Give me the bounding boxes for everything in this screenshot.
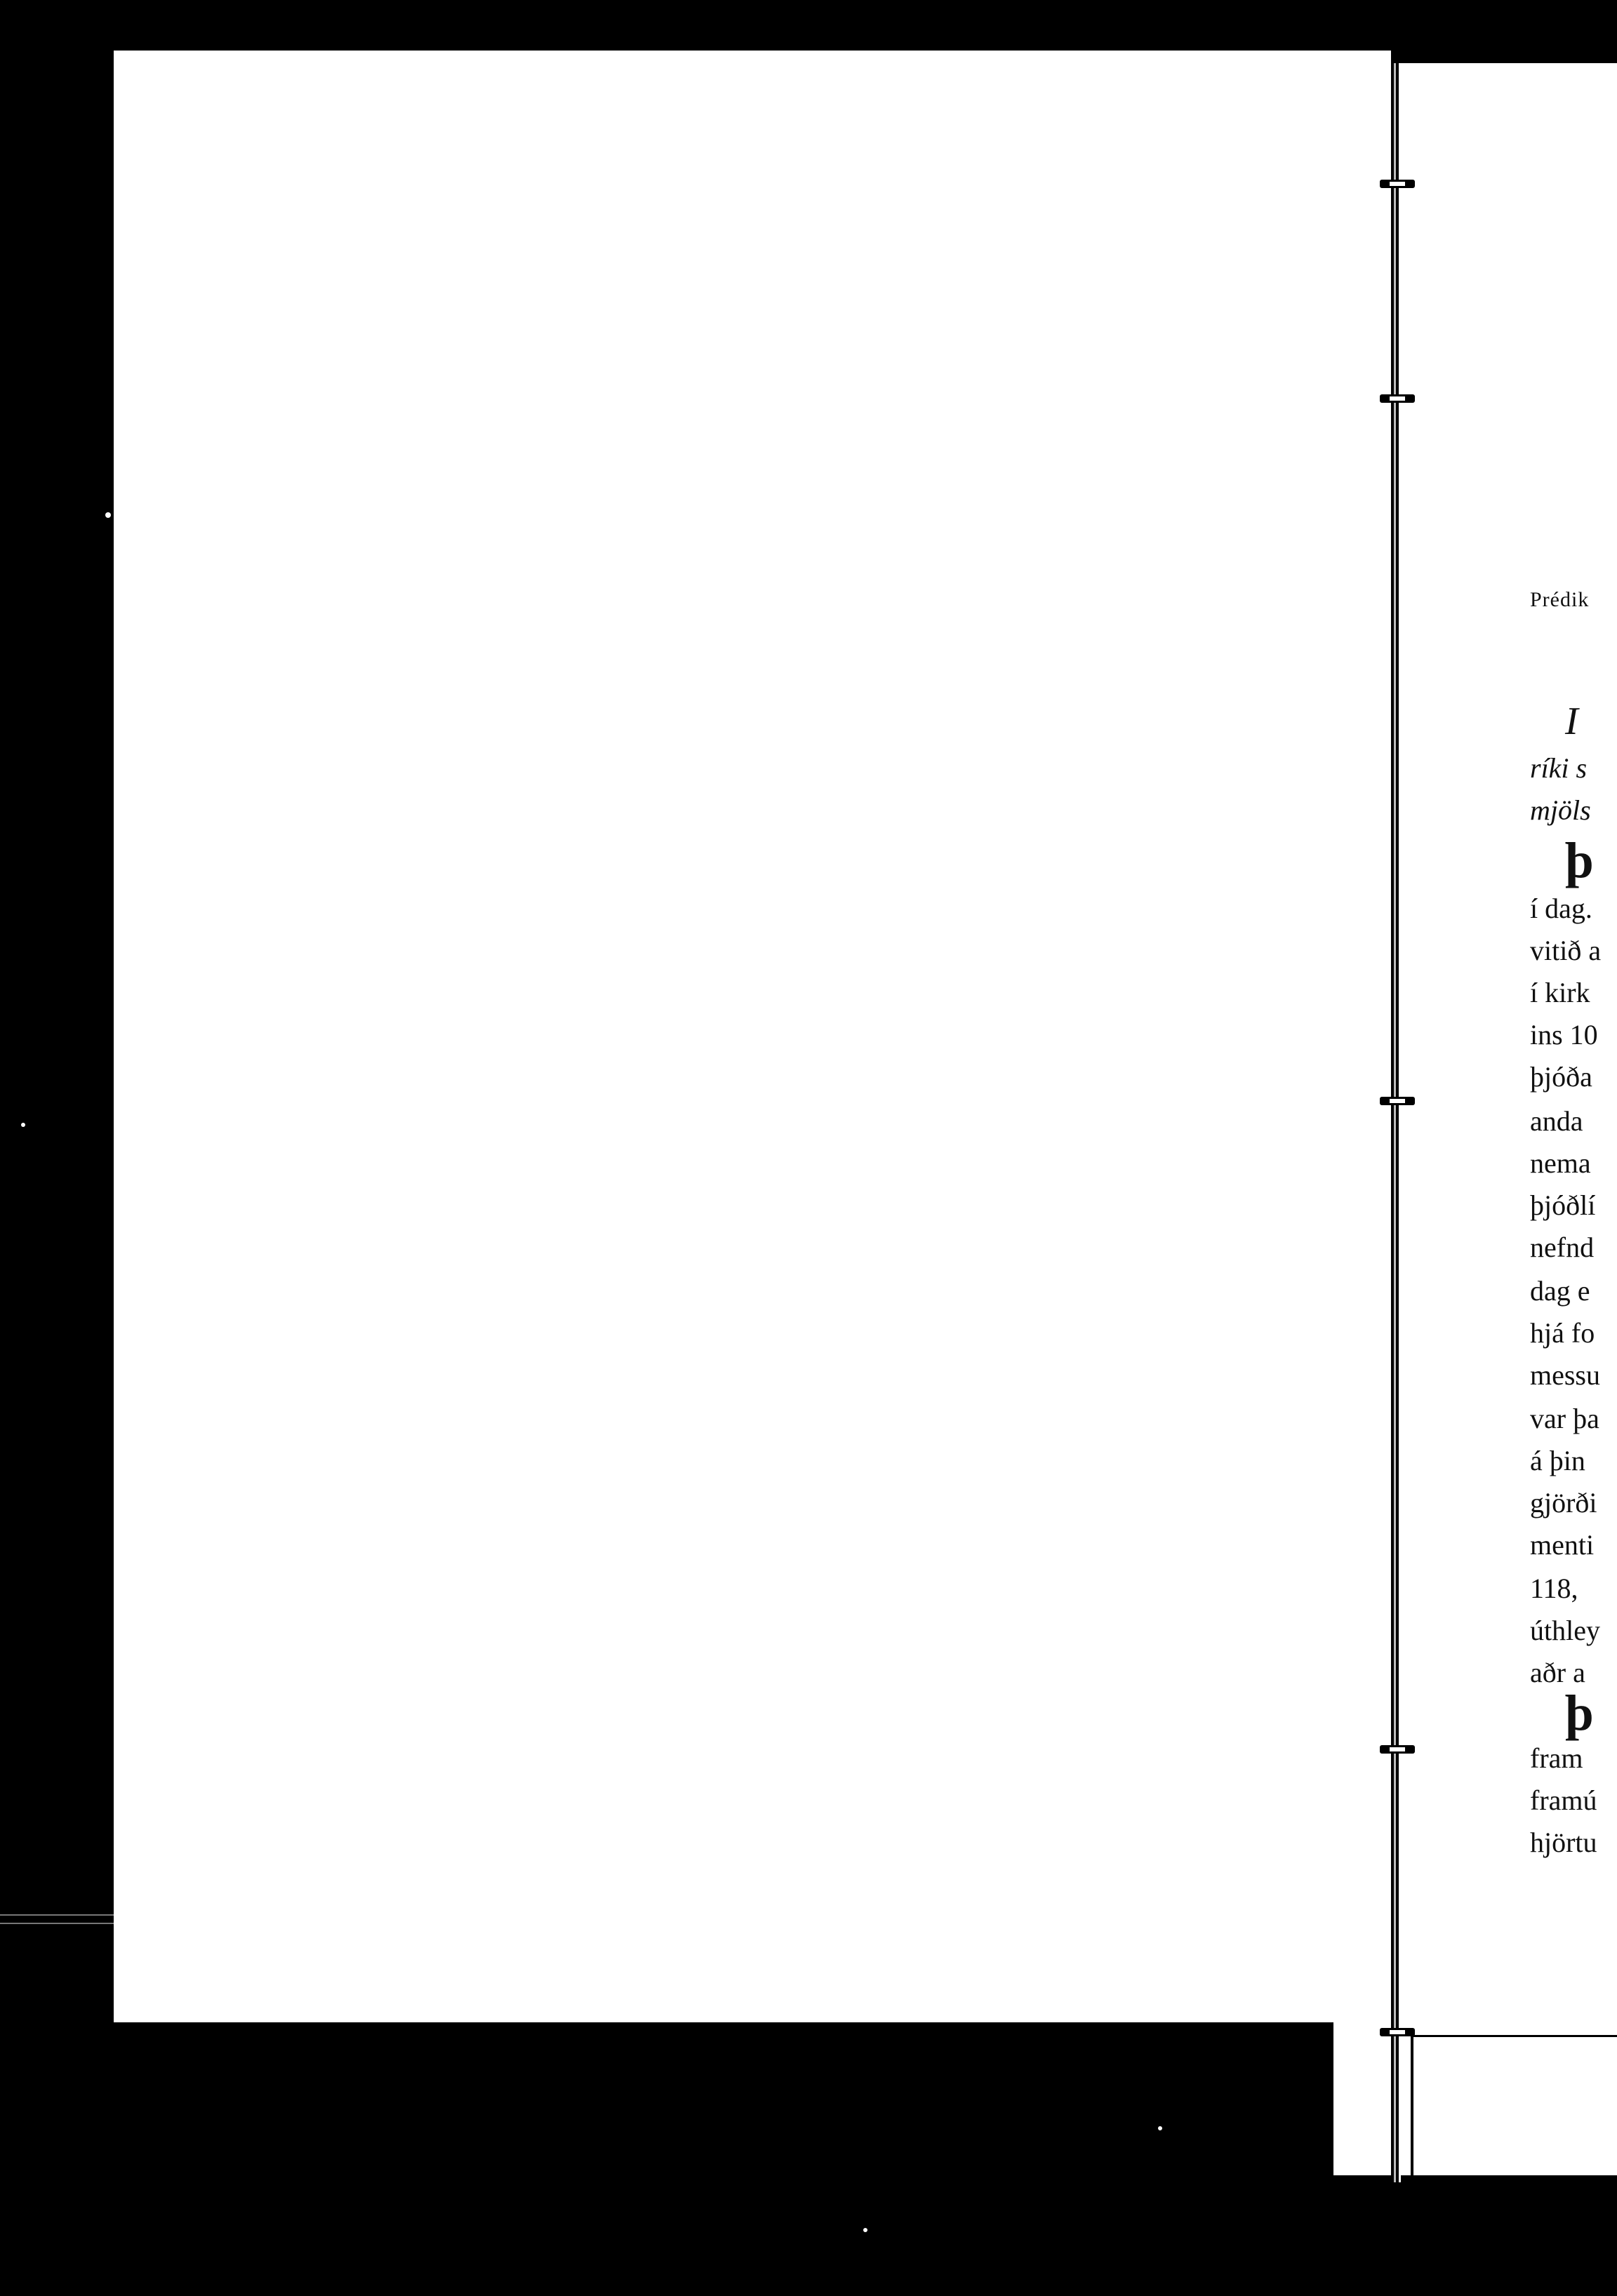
scan-speck — [21, 1123, 25, 1127]
text-line: þjóðlí — [1530, 1189, 1596, 1221]
text-line: menti — [1530, 1529, 1595, 1561]
text-line: hjörtu — [1530, 1827, 1597, 1858]
text-line: gjörði — [1530, 1487, 1597, 1519]
text-line: ins 10 — [1530, 1019, 1598, 1050]
text-line: á þin — [1530, 1445, 1585, 1476]
scan-speck — [863, 2228, 867, 2232]
text-line: í kirk — [1530, 977, 1590, 1008]
text-line: í dag. — [1530, 893, 1592, 924]
text-line: fram — [1530, 1742, 1583, 1774]
text-line: var þa — [1530, 1403, 1599, 1434]
text-line: vitið a — [1530, 935, 1602, 966]
page-header: Prédik — [1530, 588, 1590, 611]
text-line: framú — [1530, 1784, 1597, 1816]
text-line: aðr a — [1530, 1657, 1585, 1688]
text-line: dag e — [1530, 1275, 1590, 1307]
text-line: messu — [1530, 1359, 1600, 1391]
text-line: anda — [1530, 1105, 1583, 1137]
binding-stitch — [1380, 2028, 1415, 2036]
text-line: ríki s — [1530, 752, 1588, 784]
text-line: mjöls — [1530, 794, 1591, 826]
binding-stitch — [1380, 1097, 1415, 1105]
drop-cap: þ — [1565, 832, 1594, 888]
left-page-blank — [114, 51, 1391, 2022]
binding-stitch — [1380, 1745, 1415, 1754]
text-line: hjá fo — [1530, 1317, 1595, 1349]
text-line: nefnd — [1530, 1232, 1595, 1263]
text-line: 118, — [1530, 1573, 1578, 1604]
scan-speck — [1158, 2126, 1162, 2130]
binding-stitch — [1380, 180, 1415, 188]
text-line: þjóða — [1530, 1061, 1592, 1093]
text-line: úthley — [1530, 1615, 1600, 1646]
book-spine — [1391, 63, 1401, 2182]
right-page-bottom-edge — [1333, 2021, 1617, 2175]
drop-cap: þ — [1565, 1685, 1594, 1741]
initial-letter: I — [1565, 700, 1578, 743]
scan-speck — [105, 512, 111, 518]
text-line: nema — [1530, 1147, 1591, 1179]
binding-stitch — [1380, 394, 1415, 403]
